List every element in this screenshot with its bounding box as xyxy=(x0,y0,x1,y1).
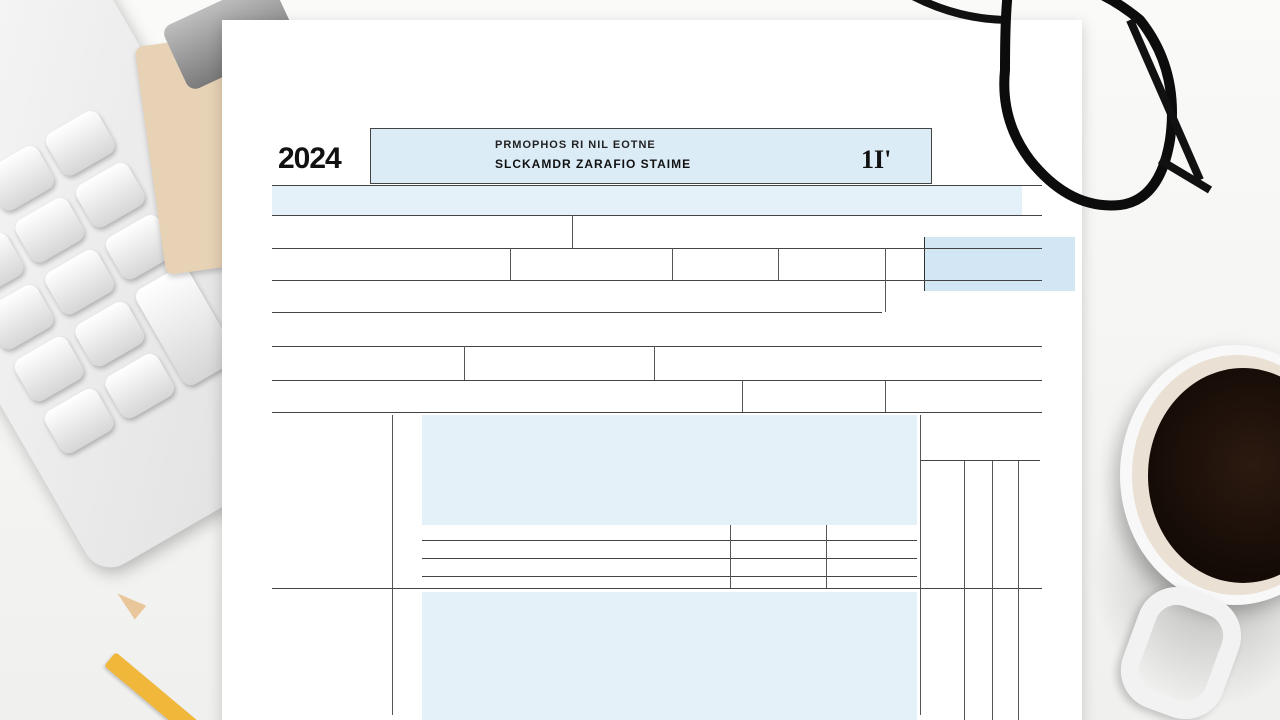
form-rule xyxy=(272,588,1042,589)
form-rule xyxy=(422,558,917,559)
form-rule xyxy=(272,312,882,313)
form-rule xyxy=(422,576,917,577)
form-divider xyxy=(964,460,965,720)
form-rule xyxy=(272,380,1042,381)
form-divider xyxy=(654,346,655,380)
form-rule xyxy=(272,346,1042,347)
form-divider xyxy=(392,415,393,715)
form-title-line2: SLCKAMDR ZARAFIO STAIME xyxy=(495,157,692,171)
form-divider xyxy=(826,525,827,588)
form-divider xyxy=(992,460,993,720)
form-divider xyxy=(1018,460,1019,720)
form-year: 2024 xyxy=(278,142,341,175)
calculator-key xyxy=(41,385,117,457)
form-rule xyxy=(920,460,1040,461)
form-divider xyxy=(742,380,743,412)
form-rule xyxy=(272,412,1042,413)
form-shaded-section xyxy=(422,415,917,525)
form-divider xyxy=(730,525,731,588)
calculator-key xyxy=(102,350,178,422)
form-divider xyxy=(572,215,573,248)
form-shaded-section xyxy=(422,592,917,720)
form-rule xyxy=(272,280,1042,281)
form-rule xyxy=(422,540,917,541)
form-number: 1I' xyxy=(861,145,892,174)
form-divider xyxy=(885,380,886,412)
form-divider xyxy=(464,346,465,380)
eyeglasses xyxy=(830,0,1230,260)
form-divider xyxy=(778,248,779,280)
form-divider xyxy=(510,248,511,280)
form-title-line1: PRMOPHOS RI NIL EOTNE xyxy=(495,139,656,151)
form-divider xyxy=(672,248,673,280)
